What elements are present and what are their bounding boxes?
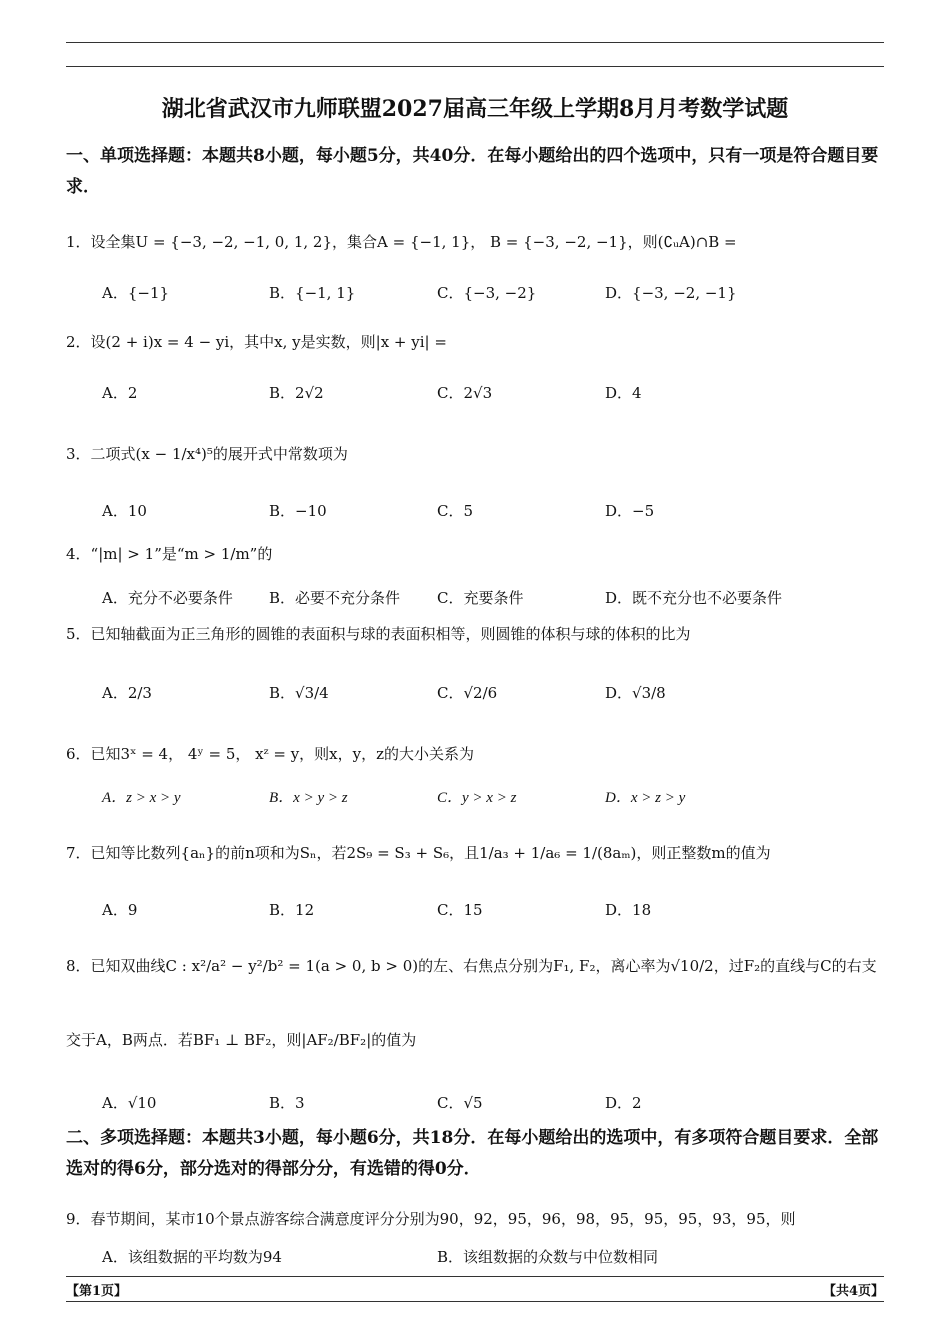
option-c: C．2√3 [437,384,493,402]
footer-rule-top [66,1276,884,1277]
question-9: 9．春节期间，某市10个景点游客综合满意度评分分别为90，92，95，96，98，95，95，95，93，95，则 [66,1210,796,1228]
exam-title: 湖北省武汉市九师联盟2027届高三年级上学期8月月考数学试题 [161,96,789,122]
option-b: B．该组数据的众数与中位数相同 [437,1248,659,1266]
question-2: 2．设(2 + i)x = 4 − yi，其中x, y是实数，则|x + yi| = [66,333,447,351]
option-b: B．3 [269,1094,305,1112]
question-1: 1．设全集U = {−3, −2, −1, 0, 1, 2}，集合A = {−1, 1}， B = {−3, −2, −1}，则(∁ᵤA)∩B = [66,233,737,251]
option-a: A．√10 [102,1094,157,1112]
question-6: 6．已知3ˣ = 4， 4ʸ = 5， xᶻ = y，则x，y，z的大小关系为 [66,745,475,763]
option-d: D．2 [605,1094,642,1112]
option-d: D．√3/8 [605,684,666,702]
option-a: A．2 [102,384,138,402]
option-b: B．−10 [269,502,327,520]
page-number: 【第1页】 [66,1284,128,1299]
option-b: B．x > y > z [269,790,348,806]
option-c: C．充要条件 [437,589,524,607]
question-3: 3．二项式(x − 1/x⁴)⁵的展开式中常数项为 [66,445,348,463]
option-b: B．{−1, 1} [269,284,356,302]
option-b: B．必要不充分条件 [269,589,401,607]
option-d: D．{−3, −2, −1} [605,284,737,302]
footer-rule-bottom [66,1301,884,1302]
option-d: D．−5 [605,502,655,520]
option-a: A．10 [102,502,147,520]
header-rule-top [66,42,884,43]
question-8: 8．已知双曲线C : x²/a² − y²/b² = 1(a > 0, b > 0)的左、右焦点分别为F₁, F₂，离心率为√10/2，过F₂的直线与C的右支 [66,957,877,975]
option-c: C．5 [437,502,474,520]
section-1-heading: 一、单项选择题：本题共8小题，每小题5分，共40分．在每小题给出的四个选项中，只有一项是符合题目要求． [66,146,879,197]
option-c: C．√2/6 [437,684,498,702]
option-d: D．4 [605,384,642,402]
option-c: C．y > x > z [437,790,517,806]
question-5: 5．已知轴截面为正三角形的圆锥的表面积与球的表面积相等，则圆锥的体积与球的体积的比为 [66,625,691,643]
option-d: D．既不充分也不必要条件 [605,589,783,607]
option-c: C．{−3, −2} [437,284,537,302]
header-rule-bottom [66,66,884,67]
option-b: B．12 [269,901,315,919]
total-pages: 【共4页】 [822,1284,884,1299]
option-a: A．2/3 [102,684,152,702]
option-a: A．9 [102,901,138,919]
option-b: B．√3/4 [269,684,329,702]
question-4: 4．“|m| > 1”是“m > 1/m”的 [66,545,273,563]
option-a: A．{−1} [102,284,170,302]
option-c: C．√5 [437,1094,483,1112]
option-a: A．该组数据的平均数为94 [102,1248,282,1266]
option-d: D．18 [605,901,652,919]
question-8-continued: 交于A，B两点．若BF₁ ⊥ BF₂，则|AF₂/BF₂|的值为 [66,1031,417,1049]
section-2-heading: 二、多项选择题：本题共3小题，每小题6分，共18分．在每小题给出的选项中，有多项符合题目要求．全部选对的得6分，部分选对的得部分分，有选错的得0分． [66,1128,879,1179]
option-a: A．z > x > y [102,790,181,806]
option-a: A．充分不必要条件 [102,589,233,607]
option-d: D．x > z > y [605,790,686,806]
option-b: B．2√2 [269,384,324,402]
option-c: C．15 [437,901,483,919]
question-7: 7．已知等比数列{aₙ}的前n项和为Sₙ，若2S₉ = S₃ + S₆，且1/a₃ + 1/a₆ = 1/(8aₘ)，则正整数m的值为 [66,844,771,862]
